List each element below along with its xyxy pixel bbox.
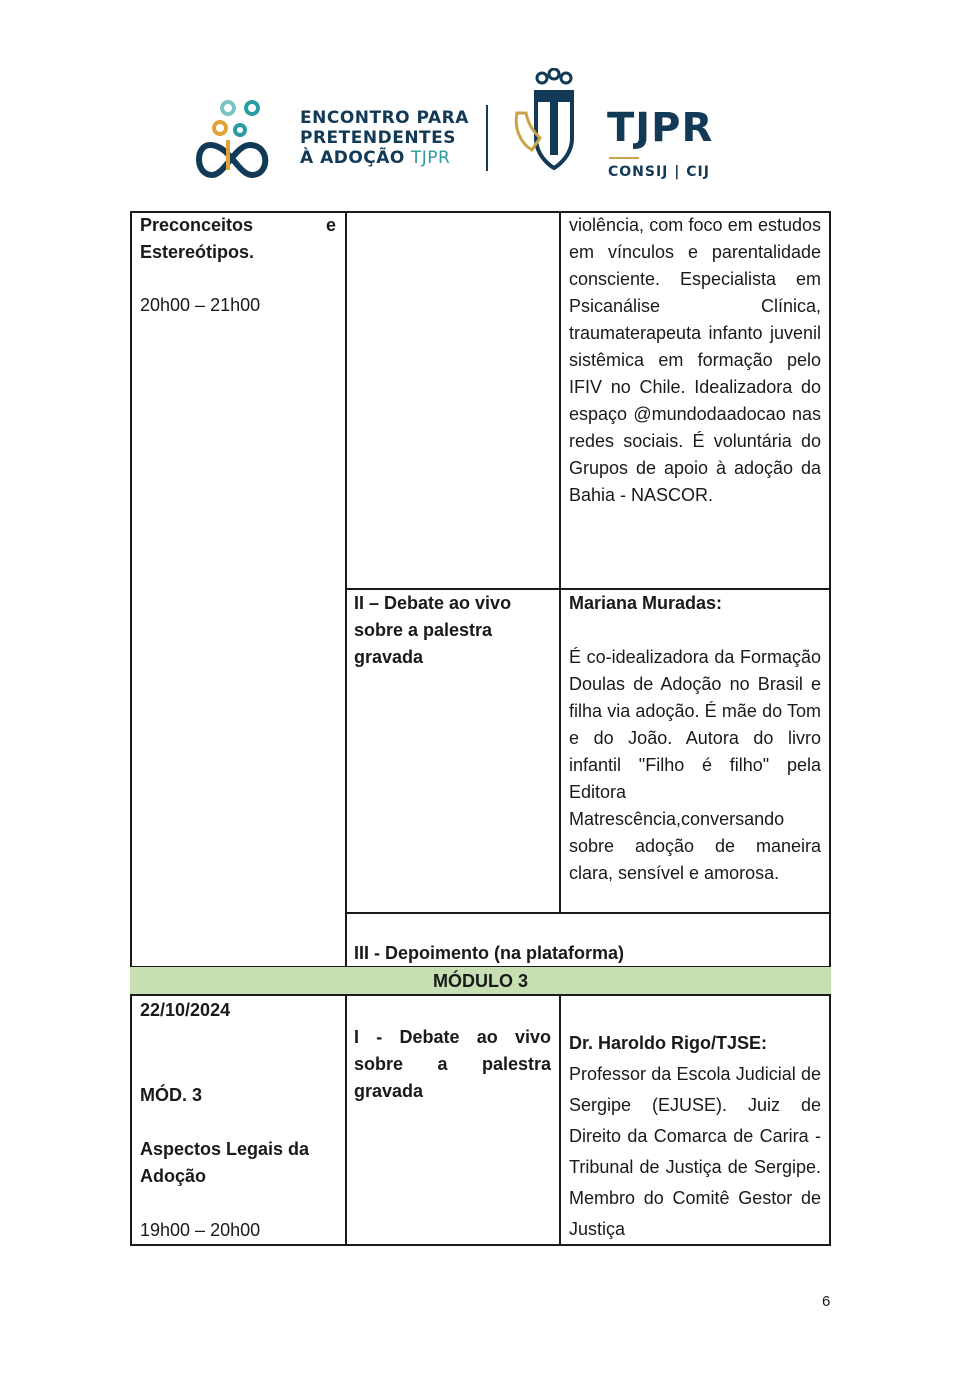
row2-speaker-bio: É co-idealizadora da Formação Doulas de Adoção no Brasil e filha via adoção. É mãe do Tom e do João. Autora do livro infantil "Filho é filho" pela Editora Matrescência,conversando sobre adoção de maneira clara, sensível e amorosa.: [569, 647, 821, 883]
header-divider: [486, 105, 488, 171]
brand-name: [300, 108, 469, 168]
row-divider-4: [130, 994, 831, 996]
tjpr-emblem-icon: [512, 68, 597, 178]
table-border-left: [130, 211, 132, 1246]
row4-time: 19h00 – 20h00: [140, 1220, 261, 1240]
brand-line-3-suffix: TJPR: [410, 148, 451, 168]
row1-time: 20h00 – 21h00: [140, 295, 261, 315]
row3-activity: III - Depoimento (na plataforma): [354, 943, 625, 963]
col-divider-1-lower: [345, 995, 347, 1246]
row-divider-2: [345, 912, 831, 914]
tjpr-accent-line: [609, 157, 639, 159]
page-header: [0, 60, 980, 190]
brand-line-2: PRETENDENTES: [300, 128, 457, 148]
tjpr-subtitle: CONSIJ | CIJ: [608, 164, 710, 180]
row4-activity: I - Debate ao vivo sobre a palestra gravada: [354, 1027, 551, 1101]
schedule-table: [130, 211, 831, 1246]
tjpr-title: TJPR: [607, 105, 714, 151]
col-divider-2-upper: [559, 211, 561, 913]
page-number: 6: [822, 1293, 831, 1310]
row4-speaker-name: Dr. Haroldo Rigo/TJSE:: [569, 1033, 768, 1053]
table-border-right: [829, 211, 831, 1246]
row2-speaker-name: Mariana Muradas:: [569, 593, 723, 613]
brand-line-1: ENCONTRO PARA: [300, 108, 469, 128]
row4-speaker-bio: Professor da Escola Judicial de Sergipe (EJUSE). Juiz de Direito da Comarca de Carira - Tribunal de Justiça de Sergipe. Membro do Comitê Gestor de Justiça: [569, 1064, 821, 1239]
row2-activity: II – Debate ao vivo sobre a palestra gravada: [354, 593, 512, 667]
row4-topic: Aspectos Legais da Adoção: [140, 1139, 310, 1186]
row1-bio: violência, com foco em estudos em vínculos e parentalidade consciente. Especialista em Psicanálise Clínica, traumaterapeuta infanto juvenil sistêmica em formação pelo IFIV no Chile. Idealizadora do espaço @mundodaadocao nas redes sociais. É voluntária do Grupos de apoio à adoção da Bahia - NASCOR.: [569, 215, 821, 505]
family-infinity-logo-icon: [190, 100, 280, 180]
row1-topic: Preconceitos e Estereótipos.: [140, 215, 336, 262]
row4-date: 22/10/2024: [140, 1000, 231, 1020]
row4-module: MÓD. 3: [140, 1085, 203, 1105]
col-divider-2-lower: [559, 995, 561, 1246]
brand-line-3: À ADOÇÃO: [300, 148, 405, 168]
module-label: MÓDULO 3: [432, 971, 528, 991]
